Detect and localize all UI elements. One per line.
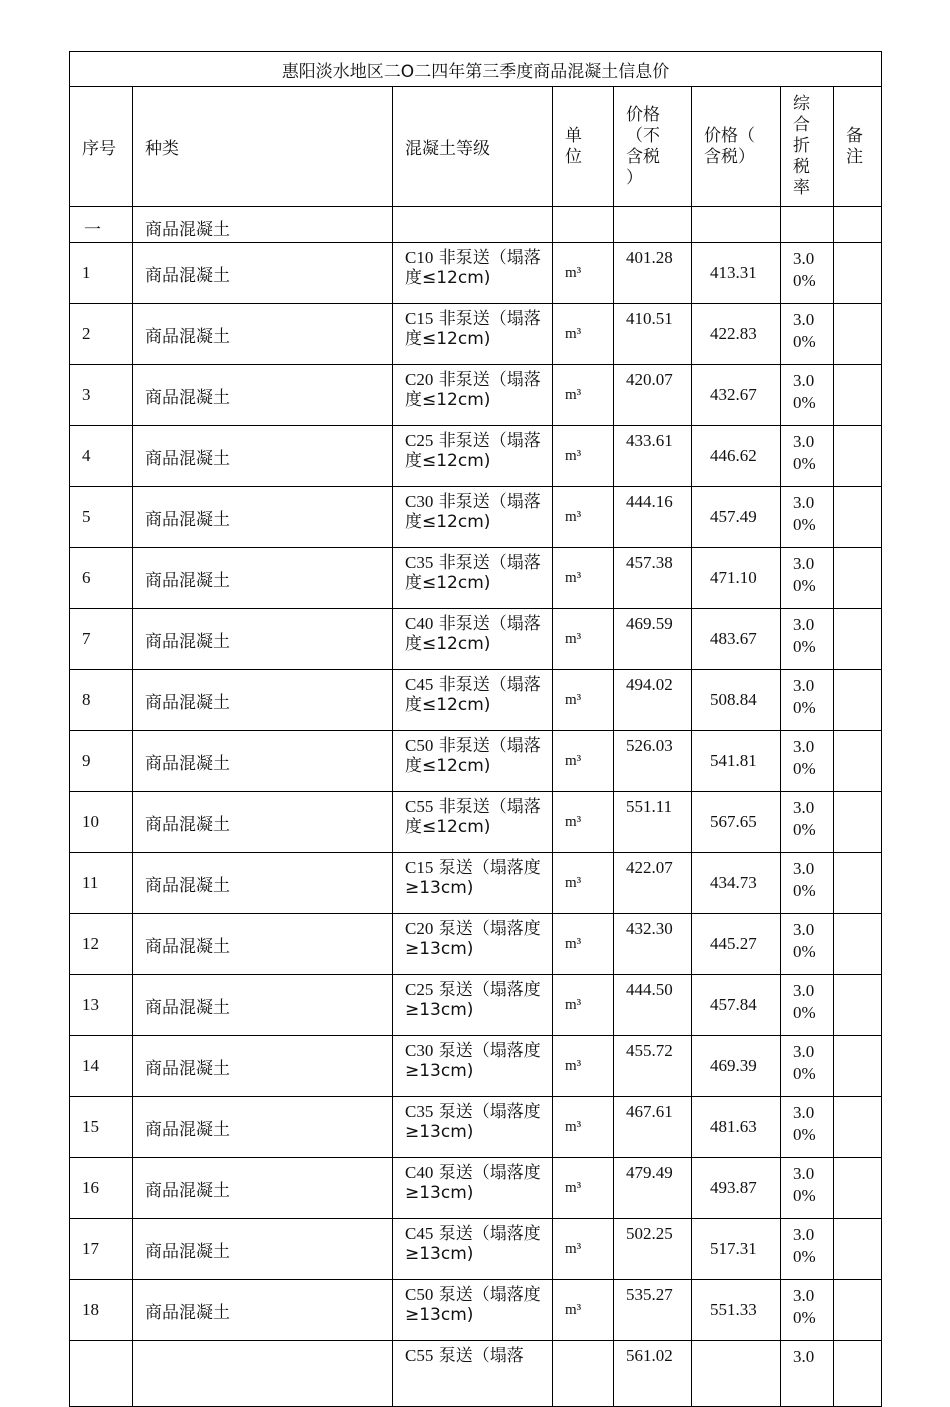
- row-grade-code: C20: [405, 919, 434, 938]
- row-unit: m³: [553, 670, 614, 731]
- row-grade: [393, 1219, 553, 1280]
- row-tax-rate: [781, 1036, 834, 1097]
- row-tax-rate: [781, 1341, 834, 1407]
- section-empty-cell: [834, 207, 882, 243]
- row-kind: 商品混凝土: [133, 487, 393, 548]
- row-tax-rate: [781, 731, 834, 792]
- row-note: [834, 670, 882, 731]
- row-no: 10: [70, 792, 133, 853]
- row-kind: 商品混凝土: [133, 365, 393, 426]
- row-grade: [393, 548, 553, 609]
- row-no: [70, 1341, 133, 1407]
- row-tax-rate-text: 3.0 0%: [793, 249, 816, 290]
- row-tax-rate-text: 3.0 0%: [793, 371, 816, 412]
- table-row: [70, 243, 882, 304]
- row-note: [834, 243, 882, 304]
- row-price-ex-tax: 457.38: [614, 548, 692, 609]
- row-price-ex-tax: 432.30: [614, 914, 692, 975]
- row-price-ex-tax: 469.59: [614, 609, 692, 670]
- row-no: 12: [70, 914, 133, 975]
- row-unit: m³: [553, 1280, 614, 1341]
- row-unit: m³: [553, 1158, 614, 1219]
- row-unit: m³: [553, 914, 614, 975]
- row-tax-rate: [781, 853, 834, 914]
- row-tax-rate-text: 3.0 0%: [793, 1103, 816, 1144]
- row-tax-rate: [781, 1219, 834, 1280]
- row-price-ex-tax: 494.02: [614, 670, 692, 731]
- row-no: 2: [70, 304, 133, 365]
- row-price-ex-tax: 444.16: [614, 487, 692, 548]
- row-grade-text: 泵送（塌落度≥13cm): [405, 1163, 541, 1203]
- row-kind: [133, 1341, 393, 1407]
- row-note: [834, 1219, 882, 1280]
- row-tax-rate-text: 3.0 0%: [793, 920, 816, 961]
- table-row: [70, 1219, 882, 1280]
- row-note: [834, 609, 882, 670]
- row-no: 14: [70, 1036, 133, 1097]
- row-grade-text: 非泵送（塌落度≤12cm): [405, 797, 541, 837]
- row-grade: [393, 1158, 553, 1219]
- row-unit: m³: [553, 487, 614, 548]
- row-no: 1: [70, 243, 133, 304]
- row-tax-rate: [781, 975, 834, 1036]
- header-row: [70, 87, 882, 207]
- row-price-in-tax: 469.39: [692, 1036, 781, 1097]
- section-kind: 商品混凝土: [133, 207, 393, 243]
- table-row: [70, 1341, 882, 1407]
- row-price-in-tax: 422.83: [692, 304, 781, 365]
- row-grade-text: 泵送（塌落度≥13cm): [405, 858, 541, 898]
- row-tax-rate: [781, 304, 834, 365]
- row-grade-code: C35: [405, 553, 434, 572]
- row-no: 3: [70, 365, 133, 426]
- row-note: [834, 487, 882, 548]
- row-grade: [393, 731, 553, 792]
- row-grade-text: 非泵送（塌落度≤12cm): [405, 736, 541, 776]
- row-grade-code: C45: [405, 675, 434, 694]
- row-kind: 商品混凝土: [133, 426, 393, 487]
- table-row: [70, 792, 882, 853]
- row-grade-code: C50: [405, 1285, 434, 1304]
- row-note: [834, 1158, 882, 1219]
- header-tax-rate: [781, 87, 834, 207]
- row-tax-rate: [781, 426, 834, 487]
- table-row: [70, 1097, 882, 1158]
- row-price-ex-tax: 455.72: [614, 1036, 692, 1097]
- table-row: [70, 1280, 882, 1341]
- row-kind: 商品混凝土: [133, 792, 393, 853]
- table-title: 惠阳淡水地区二O二四年第三季度商品混凝土信息价: [70, 52, 882, 87]
- row-no: 17: [70, 1219, 133, 1280]
- row-price-ex-tax: 420.07: [614, 365, 692, 426]
- row-grade-text: 非泵送（塌落度≤12cm): [405, 553, 541, 593]
- row-tax-rate-text: 3.0 0%: [793, 737, 816, 778]
- row-note: [834, 1280, 882, 1341]
- row-grade-text: 非泵送（塌落度≤12cm): [405, 309, 541, 349]
- row-unit: m³: [553, 853, 614, 914]
- table-row: [70, 670, 882, 731]
- row-grade-text: 泵送（塌落度≥13cm): [405, 1224, 541, 1264]
- row-grade-text: 非泵送（塌落度≤12cm): [405, 370, 541, 410]
- row-tax-rate: [781, 670, 834, 731]
- row-grade: [393, 670, 553, 731]
- section-row: [70, 207, 882, 243]
- row-unit: m³: [553, 304, 614, 365]
- row-grade: [393, 792, 553, 853]
- row-price-in-tax: 483.67: [692, 609, 781, 670]
- row-tax-rate-text: 3.0 0%: [793, 676, 816, 717]
- row-note: [834, 975, 882, 1036]
- table-row: [70, 914, 882, 975]
- header-price-ex-tax: [614, 87, 692, 207]
- table-row: [70, 1036, 882, 1097]
- row-no: 15: [70, 1097, 133, 1158]
- row-price-in-tax: 457.49: [692, 487, 781, 548]
- row-kind: 商品混凝土: [133, 731, 393, 792]
- row-unit: m³: [553, 243, 614, 304]
- section-empty-cell: [393, 207, 553, 243]
- table-row: [70, 487, 882, 548]
- row-unit: m³: [553, 1036, 614, 1097]
- row-kind: 商品混凝土: [133, 304, 393, 365]
- row-grade: [393, 1097, 553, 1158]
- section-empty-cell: [614, 207, 692, 243]
- row-grade-code: C35: [405, 1102, 434, 1121]
- row-kind: 商品混凝土: [133, 1036, 393, 1097]
- row-no: 9: [70, 731, 133, 792]
- row-grade: [393, 1341, 553, 1407]
- row-grade-text: 泵送（塌落度≥13cm): [405, 980, 541, 1020]
- row-tax-rate: [781, 792, 834, 853]
- row-price-in-tax: 446.62: [692, 426, 781, 487]
- row-grade-text: 泵送（塌落度≥13cm): [405, 1285, 541, 1325]
- row-price-in-tax: 445.27: [692, 914, 781, 975]
- row-grade-code: C25: [405, 431, 434, 450]
- row-unit: [553, 1341, 614, 1407]
- row-kind: 商品混凝土: [133, 670, 393, 731]
- row-no: 5: [70, 487, 133, 548]
- table-row: [70, 609, 882, 670]
- row-grade-text: 泵送（塌落: [433, 1346, 524, 1366]
- table-row: [70, 731, 882, 792]
- row-unit: m³: [553, 1219, 614, 1280]
- row-tax-rate: [781, 609, 834, 670]
- row-no: 18: [70, 1280, 133, 1341]
- row-price-in-tax: 457.84: [692, 975, 781, 1036]
- row-grade: [393, 365, 553, 426]
- table-row: [70, 304, 882, 365]
- row-price-in-tax: [692, 1341, 781, 1407]
- row-price-ex-tax: 561.02: [614, 1341, 692, 1407]
- row-grade-text: 非泵送（塌落度≤12cm): [405, 614, 541, 654]
- table-row: [70, 426, 882, 487]
- header-price-ex-tax-text: 价格 （不 含税 ）: [626, 104, 660, 188]
- row-tax-rate-text: 3.0 0%: [793, 1286, 816, 1327]
- row-kind: 商品混凝土: [133, 609, 393, 670]
- row-tax-rate-text: 3.0 0%: [793, 310, 816, 351]
- row-price-in-tax: 551.33: [692, 1280, 781, 1341]
- row-price-ex-tax: 535.27: [614, 1280, 692, 1341]
- row-kind: 商品混凝土: [133, 853, 393, 914]
- row-price-in-tax: 471.10: [692, 548, 781, 609]
- row-tax-rate-text: 3.0 0%: [793, 493, 816, 534]
- row-price-ex-tax: 502.25: [614, 1219, 692, 1280]
- row-tax-rate: [781, 1097, 834, 1158]
- row-kind: 商品混凝土: [133, 975, 393, 1036]
- row-grade-text: 泵送（塌落度≥13cm): [405, 919, 541, 959]
- row-price-ex-tax: 422.07: [614, 853, 692, 914]
- row-price-in-tax: 517.31: [692, 1219, 781, 1280]
- row-price-in-tax: 413.31: [692, 243, 781, 304]
- row-tax-rate-text: 3.0 0%: [793, 859, 816, 900]
- row-tax-rate-text: 3.0 0%: [793, 798, 816, 839]
- row-price-ex-tax: 551.11: [614, 792, 692, 853]
- row-unit: m³: [553, 731, 614, 792]
- row-note: [834, 426, 882, 487]
- row-grade-code: C30: [405, 1041, 434, 1060]
- row-tax-rate-text: 3.0: [793, 1347, 815, 1366]
- price-table: [69, 51, 882, 1407]
- row-unit: m³: [553, 609, 614, 670]
- row-unit: m³: [553, 548, 614, 609]
- table-row: [70, 548, 882, 609]
- row-grade-code: C15: [405, 858, 434, 877]
- row-unit: m³: [553, 1097, 614, 1158]
- row-grade: [393, 243, 553, 304]
- row-grade: [393, 487, 553, 548]
- table-row: [70, 853, 882, 914]
- section-no: 一: [70, 207, 133, 243]
- header-price-in-tax: [692, 87, 781, 207]
- row-kind: 商品混凝土: [133, 914, 393, 975]
- row-grade-code: C15: [405, 309, 434, 328]
- row-tax-rate: [781, 548, 834, 609]
- row-price-ex-tax: 433.61: [614, 426, 692, 487]
- header-grade: 混凝土等级: [393, 87, 553, 207]
- row-price-in-tax: 481.63: [692, 1097, 781, 1158]
- row-kind: 商品混凝土: [133, 1280, 393, 1341]
- row-note: [834, 914, 882, 975]
- row-note: [834, 731, 882, 792]
- row-price-in-tax: 541.81: [692, 731, 781, 792]
- row-grade: [393, 609, 553, 670]
- row-grade: [393, 1280, 553, 1341]
- row-grade: [393, 975, 553, 1036]
- row-price-ex-tax: 467.61: [614, 1097, 692, 1158]
- row-grade: [393, 914, 553, 975]
- row-grade-code: C20: [405, 370, 434, 389]
- header-no: 序号: [70, 87, 133, 207]
- row-tax-rate: [781, 365, 834, 426]
- row-grade-text: 非泵送（塌落度≤12cm): [405, 492, 541, 532]
- row-no: 6: [70, 548, 133, 609]
- row-price-ex-tax: 401.28: [614, 243, 692, 304]
- row-note: [834, 792, 882, 853]
- row-kind: 商品混凝土: [133, 1097, 393, 1158]
- row-grade-code: C55: [405, 797, 434, 816]
- row-price-in-tax: 432.67: [692, 365, 781, 426]
- row-tax-rate-text: 3.0 0%: [793, 1042, 816, 1083]
- row-no: 16: [70, 1158, 133, 1219]
- row-tax-rate-text: 3.0 0%: [793, 1225, 816, 1266]
- row-grade-code: C40: [405, 1163, 434, 1182]
- row-unit: m³: [553, 792, 614, 853]
- row-unit: m³: [553, 426, 614, 487]
- header-price-in-tax-text: 价格（ 含税）: [704, 125, 755, 167]
- row-kind: 商品混凝土: [133, 243, 393, 304]
- row-note: [834, 1341, 882, 1407]
- row-price-in-tax: 508.84: [692, 670, 781, 731]
- row-grade-text: 泵送（塌落度≥13cm): [405, 1102, 541, 1142]
- table-row: [70, 975, 882, 1036]
- row-tax-rate: [781, 1158, 834, 1219]
- section-empty-cell: [781, 207, 834, 243]
- row-note: [834, 853, 882, 914]
- row-grade-code: C25: [405, 980, 434, 999]
- row-kind: 商品混凝土: [133, 1219, 393, 1280]
- row-grade-code: C55: [405, 1346, 434, 1365]
- table-row: [70, 365, 882, 426]
- row-grade-code: C45: [405, 1224, 434, 1243]
- header-unit-text: 单 位: [565, 125, 582, 167]
- row-no: 11: [70, 853, 133, 914]
- row-tax-rate: [781, 1280, 834, 1341]
- row-no: 7: [70, 609, 133, 670]
- row-no: 8: [70, 670, 133, 731]
- row-note: [834, 1097, 882, 1158]
- header-note: [834, 87, 882, 207]
- row-grade-text: 非泵送（塌落度≤12cm): [405, 248, 541, 288]
- row-note: [834, 1036, 882, 1097]
- row-no: 4: [70, 426, 133, 487]
- row-grade: [393, 853, 553, 914]
- row-price-in-tax: 567.65: [692, 792, 781, 853]
- row-grade: [393, 304, 553, 365]
- row-grade: [393, 426, 553, 487]
- row-grade-text: 泵送（塌落度≥13cm): [405, 1041, 541, 1081]
- row-tax-rate-text: 3.0 0%: [793, 981, 816, 1022]
- row-price-in-tax: 434.73: [692, 853, 781, 914]
- row-grade-code: C10: [405, 248, 434, 267]
- section-empty-cell: [553, 207, 614, 243]
- header-kind: 种类: [133, 87, 393, 207]
- header-note-text: 备 注: [846, 125, 863, 167]
- section-empty-cell: [692, 207, 781, 243]
- row-tax-rate: [781, 487, 834, 548]
- row-price-in-tax: 493.87: [692, 1158, 781, 1219]
- row-price-ex-tax: 444.50: [614, 975, 692, 1036]
- row-note: [834, 548, 882, 609]
- row-price-ex-tax: 410.51: [614, 304, 692, 365]
- row-note: [834, 304, 882, 365]
- row-tax-rate: [781, 914, 834, 975]
- row-grade: [393, 1036, 553, 1097]
- row-tax-rate-text: 3.0 0%: [793, 615, 816, 656]
- header-tax-rate-text: 综 合 折 税 率: [793, 94, 810, 198]
- header-unit: [553, 87, 614, 207]
- row-tax-rate: [781, 243, 834, 304]
- row-tax-rate-text: 3.0 0%: [793, 1164, 816, 1205]
- row-tax-rate-text: 3.0 0%: [793, 432, 816, 473]
- row-kind: 商品混凝土: [133, 548, 393, 609]
- row-price-ex-tax: 526.03: [614, 731, 692, 792]
- row-grade-code: C50: [405, 736, 434, 755]
- row-grade-code: C30: [405, 492, 434, 511]
- row-grade-text: 非泵送（塌落度≤12cm): [405, 675, 541, 715]
- row-price-ex-tax: 479.49: [614, 1158, 692, 1219]
- row-grade-text: 非泵送（塌落度≤12cm): [405, 431, 541, 471]
- row-grade-code: C40: [405, 614, 434, 633]
- row-no: 13: [70, 975, 133, 1036]
- row-kind: 商品混凝土: [133, 1158, 393, 1219]
- price-table-container: [69, 51, 881, 1366]
- row-unit: m³: [553, 365, 614, 426]
- table-row: [70, 1158, 882, 1219]
- row-unit: m³: [553, 975, 614, 1036]
- row-note: [834, 365, 882, 426]
- row-tax-rate-text: 3.0 0%: [793, 554, 816, 595]
